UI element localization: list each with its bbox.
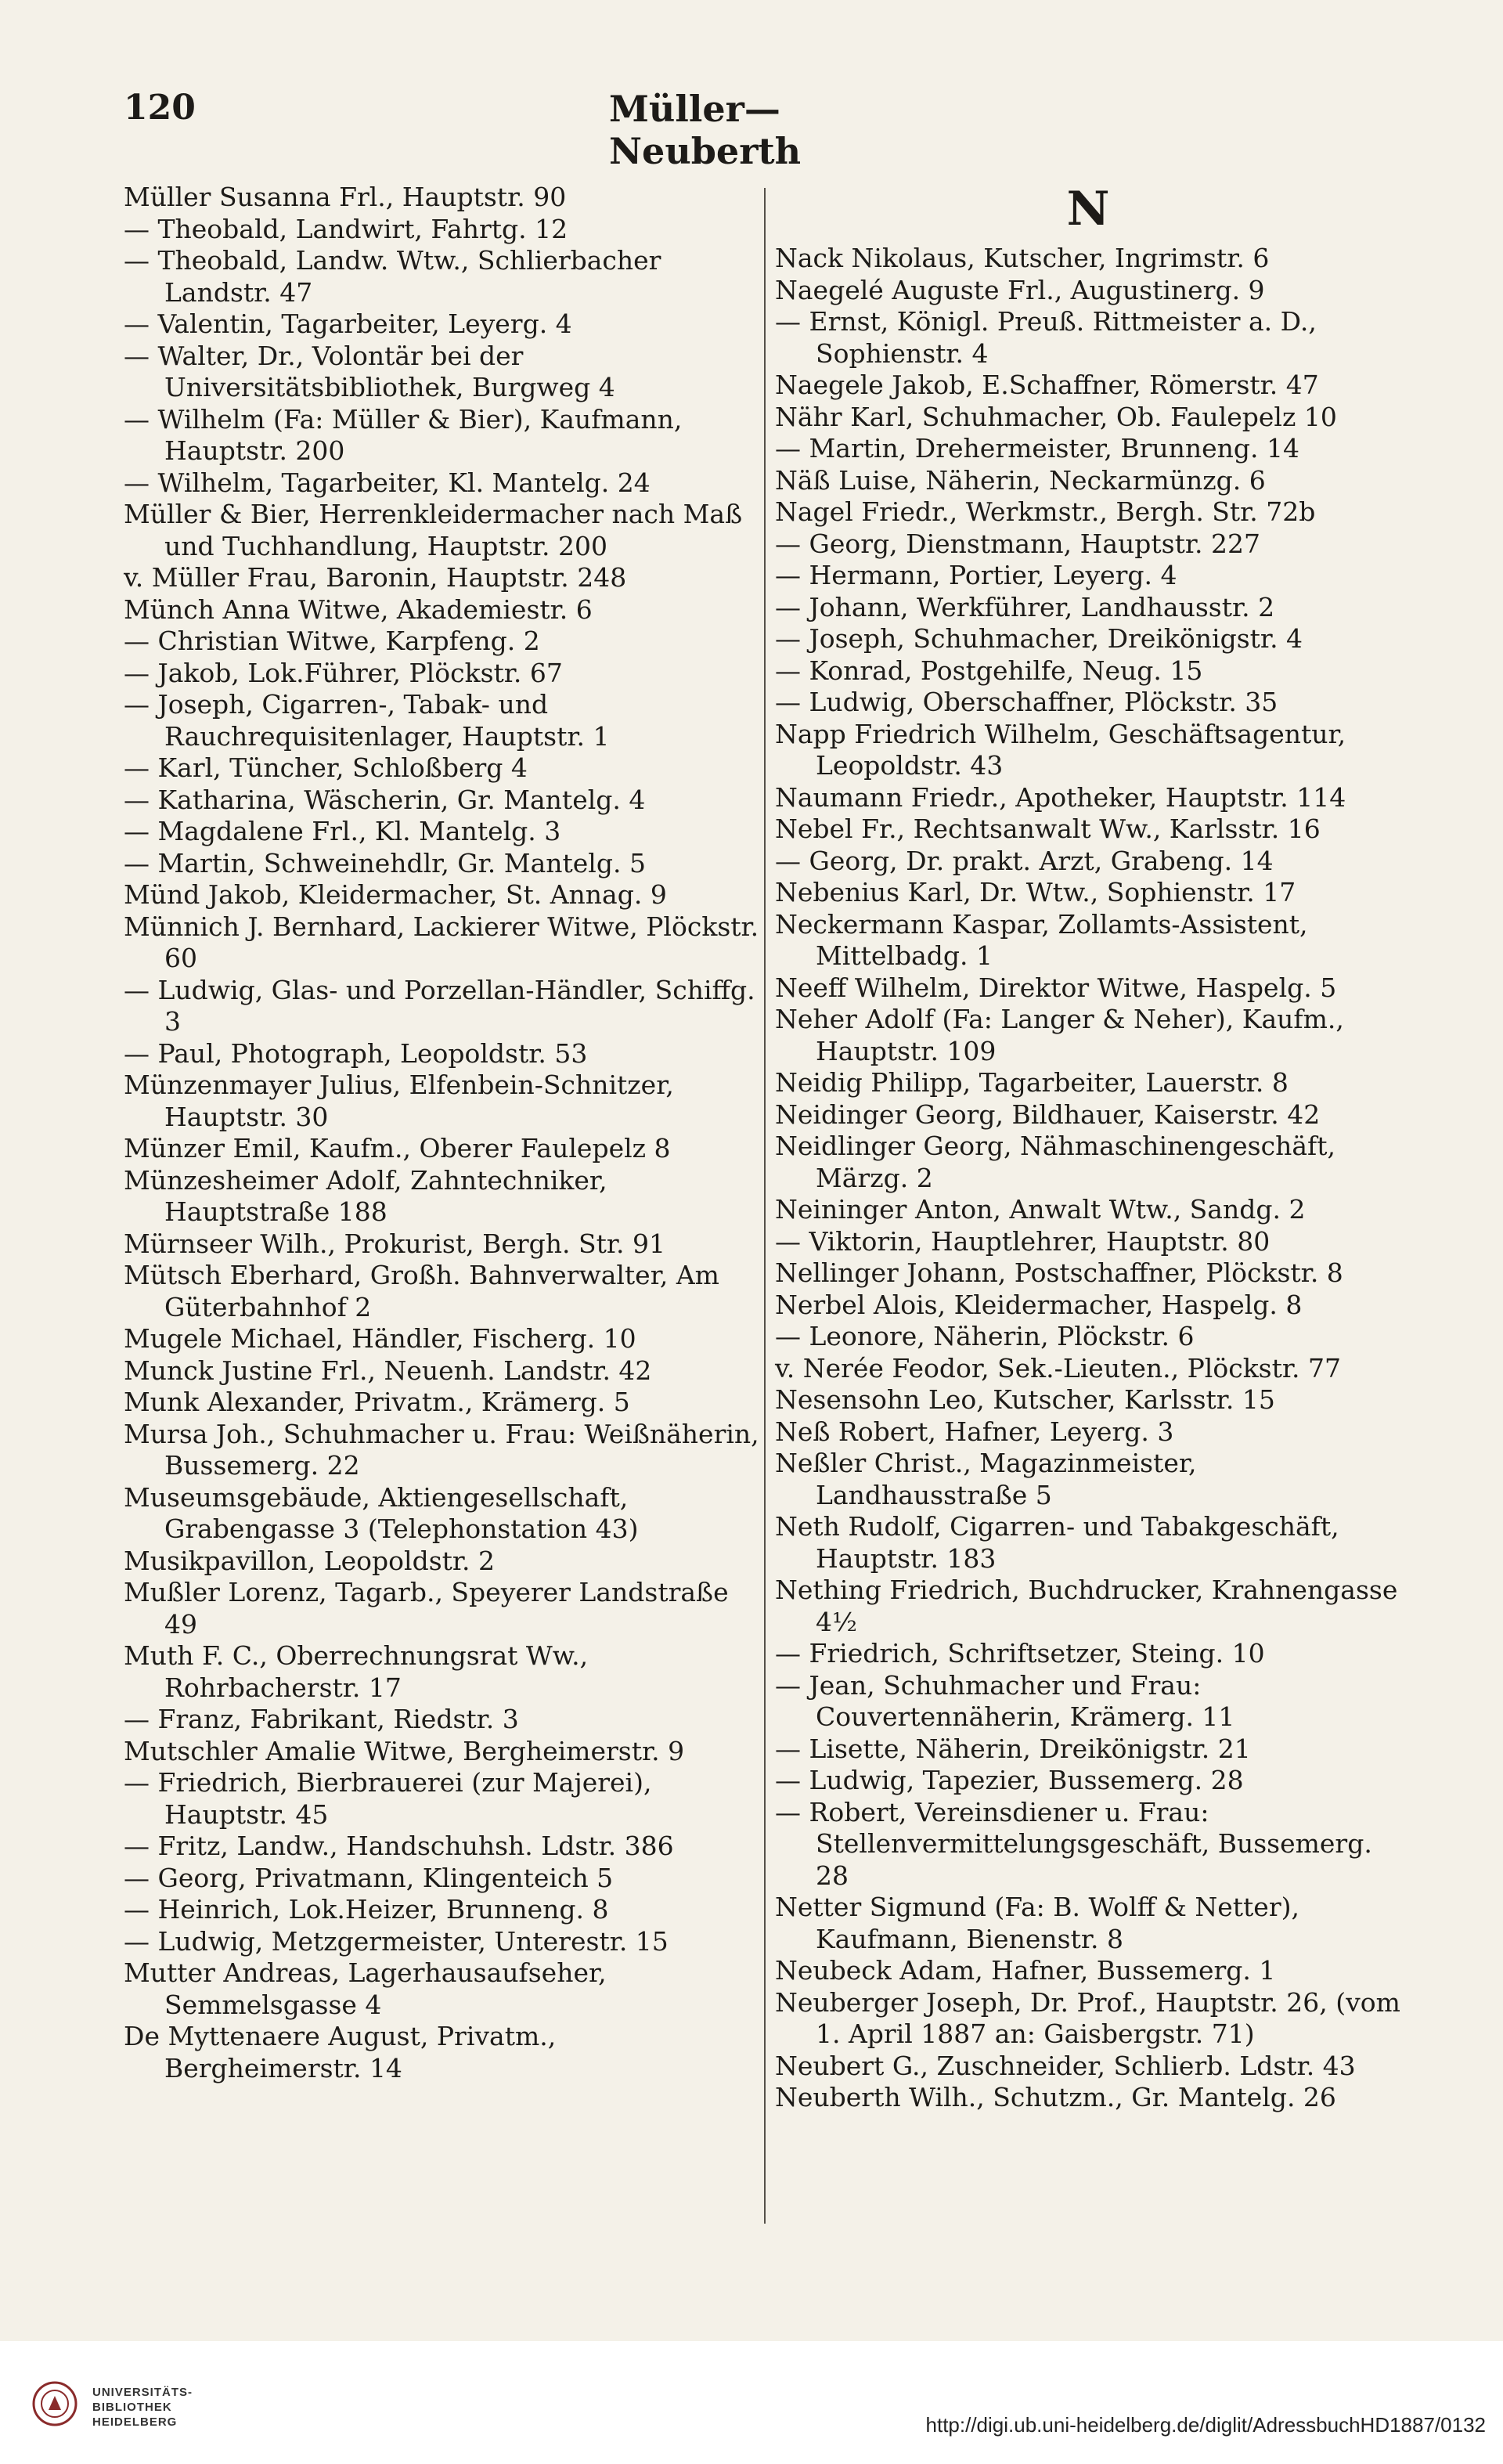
directory-entry: Neeff Wilhelm, Direktor Witwe, Haspelg. 5: [775, 972, 1337, 1003]
directory-entry: Naegele Jakob, E.Schaffner, Römerstr. 47: [775, 370, 1319, 400]
directory-entry: Neidig Philipp, Tagarbeiter, Lauerstr. 8: [775, 1067, 1289, 1098]
directory-entry: — Ernst, Königl. Preuß. Rittmeister a. D., Sophienstr. 4: [775, 306, 1317, 369]
running-head: Müller—Neuberth: [609, 88, 802, 172]
directory-entry: Muth F. C., Oberrechnungsrat Ww., Rohrbacherstr. 17: [124, 1640, 589, 1703]
directory-entry: v. Nerée Feodor, Sek.-Lieuten., Plöckstr. 77: [775, 1352, 1342, 1384]
directory-entry: Mütsch Eberhard, Großh. Bahnverwalter, Am Güterbahnhof 2: [124, 1260, 719, 1322]
directory-entry: — Walter, Dr., Volontär bei der Universitätsbibliothek, Burgweg 4: [124, 340, 615, 402]
section-letter: N: [1066, 182, 1110, 236]
directory-entry: Münzenmayer Julius, Elfenbein-Schnitzer, Hauptstr. 30: [124, 1070, 674, 1132]
directory-entry: Mürnseer Wilh., Prokurist, Bergh. Str. 91: [124, 1228, 666, 1259]
directory-entry: — Georg, Privatmann, Klingenteich 5: [124, 1862, 614, 1893]
directory-entry: — Hermann, Portier, Leyerg. 4: [775, 560, 1177, 590]
university-seal-icon: [31, 2380, 78, 2427]
directory-entry: — Martin, Schweinehdlr, Gr. Mantelg. 5: [124, 847, 646, 878]
directory-entry: — Katharina, Wäscherin, Gr. Mantelg. 4: [124, 784, 646, 815]
directory-entry: — Joseph, Schuhmacher, Dreikönigstr. 4: [775, 623, 1303, 654]
directory-entry: — Heinrich, Lok.Heizer, Brunneng. 8: [124, 1894, 609, 1925]
directory-entry: Neidinger Georg, Bildhauer, Kaiserstr. 42: [775, 1099, 1321, 1130]
directory-entry: Neininger Anton, Anwalt Wtw., Sandg. 2: [775, 1194, 1306, 1225]
directory-entry: Mugele Michael, Händler, Fischerg. 10: [124, 1323, 636, 1354]
directory-entry: Museumsgebäude, Aktiengesellschaft, Grabengasse 3 (Telephonstation 43): [124, 1481, 639, 1544]
directory-entry: Neuberger Joseph, Dr. Prof., Hauptstr. 26, (vom 1. April 1887 an: Gaisbergstr. 71): [775, 1986, 1400, 2049]
directory-entry: Musikpavillon, Leopoldstr. 2: [124, 1545, 496, 1576]
directory-entry: — Ludwig, Oberschaffner, Plöckstr. 35: [775, 687, 1278, 717]
directory-entry: Netter Sigmund (Fa: B. Wolff & Netter), Kaufmann, Bienenstr. 8: [775, 1892, 1299, 1954]
directory-entry: Nerbel Alois, Kleidermacher, Haspelg. 8: [775, 1289, 1303, 1320]
directory-entry: Nellinger Johann, Postschaffner, Plöckstr. 8: [775, 1257, 1343, 1288]
directory-entry: — Georg, Dienstmann, Hauptstr. 227: [775, 528, 1260, 559]
institution-line: BIBLIOTHEK: [92, 2401, 172, 2414]
directory-entry: Neubert G., Zuschneider, Schlierb. Ldstr. 43: [775, 2050, 1356, 2081]
directory-entry: — Wilhelm (Fa: Müller & Bier), Kaufmann, Hauptstr. 200: [124, 403, 683, 466]
directory-entry: Münzer Emil, Kaufm., Oberer Faulepelz 8: [124, 1133, 671, 1163]
directory-entry: Naegelé Auguste Frl., Augustinerg. 9: [775, 274, 1265, 305]
directory-entry: — Martin, Drehermeister, Brunneng. 14: [775, 433, 1299, 464]
directory-entry: Napp Friedrich Wilhelm, Geschäftsagentur, Leopoldstr. 43: [775, 718, 1346, 781]
directory-entry: Naumann Friedr., Apotheker, Hauptstr. 114: [775, 781, 1346, 813]
directory-entry: — Robert, Vereinsdiener u. Frau: Stellenvermittelungsgeschäft, Bussemerg. 28: [775, 1796, 1372, 1891]
directory-entry: — Johann, Werkführer, Landhausstr. 2: [775, 591, 1275, 622]
page-header: [124, 88, 906, 172]
directory-entry: — Jean, Schuhmacher und Frau: Couvertennäherin, Krämerg. 11: [775, 1669, 1235, 1732]
permalink-url[interactable]: http://digi.ub.uni-heidelberg.de/diglit/AdressbuchHD1887/0132: [925, 2413, 1486, 2437]
directory-entry: Müller & Bier, Herrenkleidermacher nach Maß und Tuchhandlung, Hauptstr. 200: [124, 499, 743, 561]
directory-entry: — Ludwig, Glas- und Porzellan-Händler, Schiffg. 3: [124, 974, 755, 1037]
directory-entry: — Christian Witwe, Karpfeng. 2: [124, 626, 540, 656]
directory-entry: Munck Justine Frl., Neuenh. Landstr. 42: [124, 1355, 652, 1386]
directory-entry: Munk Alexander, Privatm., Krämerg. 5: [124, 1387, 630, 1417]
directory-entry: — Jakob, Lok.Führer, Plöckstr. 67: [124, 657, 563, 688]
directory-entry: Neckermann Kaspar, Zollamts-Assistent, Mittelbadg. 1: [775, 908, 1308, 971]
directory-entry: — Ludwig, Tapezier, Bussemerg. 28: [775, 1765, 1244, 1795]
directory-entry: — Valentin, Tagarbeiter, Leyerg. 4: [124, 308, 572, 339]
directory-entry: Mutschler Amalie Witwe, Bergheimerstr. 9: [124, 1735, 685, 1766]
directory-entry: — Magdalene Frl., Kl. Mantelg. 3: [124, 816, 561, 846]
directory-entry: — Ludwig, Metzgermeister, Unterestr. 15: [124, 1925, 669, 1957]
column-divider: [764, 188, 766, 2224]
directory-entry: — Friedrich, Schriftsetzer, Steing. 10: [775, 1638, 1265, 1669]
directory-entry: — Paul, Photograph, Leopoldstr. 53: [124, 1037, 588, 1069]
directory-entry: Nesensohn Leo, Kutscher, Karlsstr. 15: [775, 1384, 1275, 1415]
directory-entry: — Theobald, Landwirt, Fahrtg. 12: [124, 213, 568, 244]
directory-entry: Nagel Friedr., Werkmstr., Bergh. Str. 72b: [775, 496, 1316, 527]
directory-entry: Neidlinger Georg, Nähmaschinengeschäft, Märzg. 2: [775, 1131, 1335, 1193]
directory-entry: — Konrad, Postgehilfe, Neug. 15: [775, 655, 1203, 686]
directory-entry: Neuberth Wilh., Schutzm., Gr. Mantelg. 26: [775, 2082, 1336, 2112]
directory-entry: Nack Nikolaus, Kutscher, Ingrimstr. 6: [775, 243, 1270, 273]
right-column: [775, 182, 1401, 2114]
directory-entry: — Lisette, Näherin, Dreikönigstr. 21: [775, 1733, 1251, 1764]
institution-line: HEIDELBERG: [92, 2415, 178, 2429]
directory-entry: Neß Robert, Hafner, Leyerg. 3: [775, 1416, 1174, 1447]
directory-entry: Neubeck Adam, Hafner, Bussemerg. 1: [775, 1955, 1276, 1986]
directory-entry: — Fritz, Landw., Handschuhsh. Ldstr. 386: [124, 1831, 674, 1861]
directory-entry: Mutter Andreas, Lagerhausaufseher, Semmelsgasse 4: [124, 1957, 607, 2020]
directory-entry: Nebel Fr., Rechtsanwalt Ww., Karlsstr. 16: [775, 814, 1321, 844]
directory-entry: — Karl, Tüncher, Schloßberg 4: [124, 752, 528, 783]
directory-entry: Münd Jakob, Kleidermacher, St. Annag. 9: [124, 879, 667, 910]
directory-entry: — Friedrich, Bierbrauerei (zur Majerei), Hauptstr. 45: [124, 1767, 652, 1830]
directory-entry: — Wilhelm, Tagarbeiter, Kl. Mantelg. 24: [124, 467, 651, 498]
directory-entry: Nebenius Karl, Dr. Wtw., Sophienstr. 17: [775, 877, 1296, 907]
directory-entry: Neth Rudolf, Cigarren- und Tabakgeschäft, Hauptstr. 183: [775, 1511, 1339, 1574]
directory-entry: Müller Susanna Frl., Hauptstr. 90: [124, 182, 567, 212]
directory-entry: — Leonore, Näherin, Plöckstr. 6: [775, 1321, 1195, 1351]
directory-entry: Neßler Christ., Magazinmeister, Landhausstraße 5: [775, 1448, 1197, 1510]
institution-line: UNIVERSITÄTS-: [92, 2386, 193, 2399]
directory-entry: De Myttenaere August, Privatm., Bergheimerstr. 14: [124, 2021, 557, 2083]
directory-entry: — Joseph, Cigarren-, Tabak- und Rauchrequisitenlager, Hauptstr. 1: [124, 689, 610, 752]
page-number: 120: [124, 88, 196, 128]
directory-entry: Nething Friedrich, Buchdrucker, Krahnengasse 4½: [775, 1575, 1398, 1637]
directory-entry: Mußler Lorenz, Tagarb., Speyerer Landstraße 49: [124, 1577, 729, 1640]
directory-entry: — Georg, Dr. prakt. Arzt, Grabeng. 14: [775, 845, 1274, 876]
directory-entry: — Theobald, Landw. Wtw., Schlierbacher Landstr. 47: [124, 245, 661, 308]
directory-entry: v. Müller Frau, Baronin, Hauptstr. 248: [124, 562, 627, 593]
directory-entry: Münnich J. Bernhard, Lackierer Witwe, Plöckstr. 60: [124, 911, 759, 973]
directory-entry: Mursa Joh., Schuhmacher u. Frau: Weißnäherin, Bussemerg. 22: [124, 1418, 759, 1481]
directory-entry: — Viktorin, Hauptlehrer, Hauptstr. 80: [775, 1225, 1271, 1257]
left-column: [124, 182, 759, 2084]
directory-entry: Näß Luise, Näherin, Neckarmünzg. 6: [775, 464, 1266, 496]
institution-name: [92, 2385, 193, 2430]
directory-entry: Münzesheimer Adolf, Zahntechniker, Hauptstraße 188: [124, 1164, 607, 1227]
directory-entry: Neher Adolf (Fa: Langer & Neher), Kaufm., Hauptstr. 109: [775, 1004, 1344, 1066]
directory-entry: Münch Anna Witwe, Akademiestr. 6: [124, 593, 593, 625]
directory-entry: Nähr Karl, Schuhmacher, Ob. Faulepelz 10: [775, 401, 1337, 432]
viewer-footer: [0, 2341, 1503, 2464]
directory-entry: — Franz, Fabrikant, Riedstr. 3: [124, 1704, 519, 1734]
